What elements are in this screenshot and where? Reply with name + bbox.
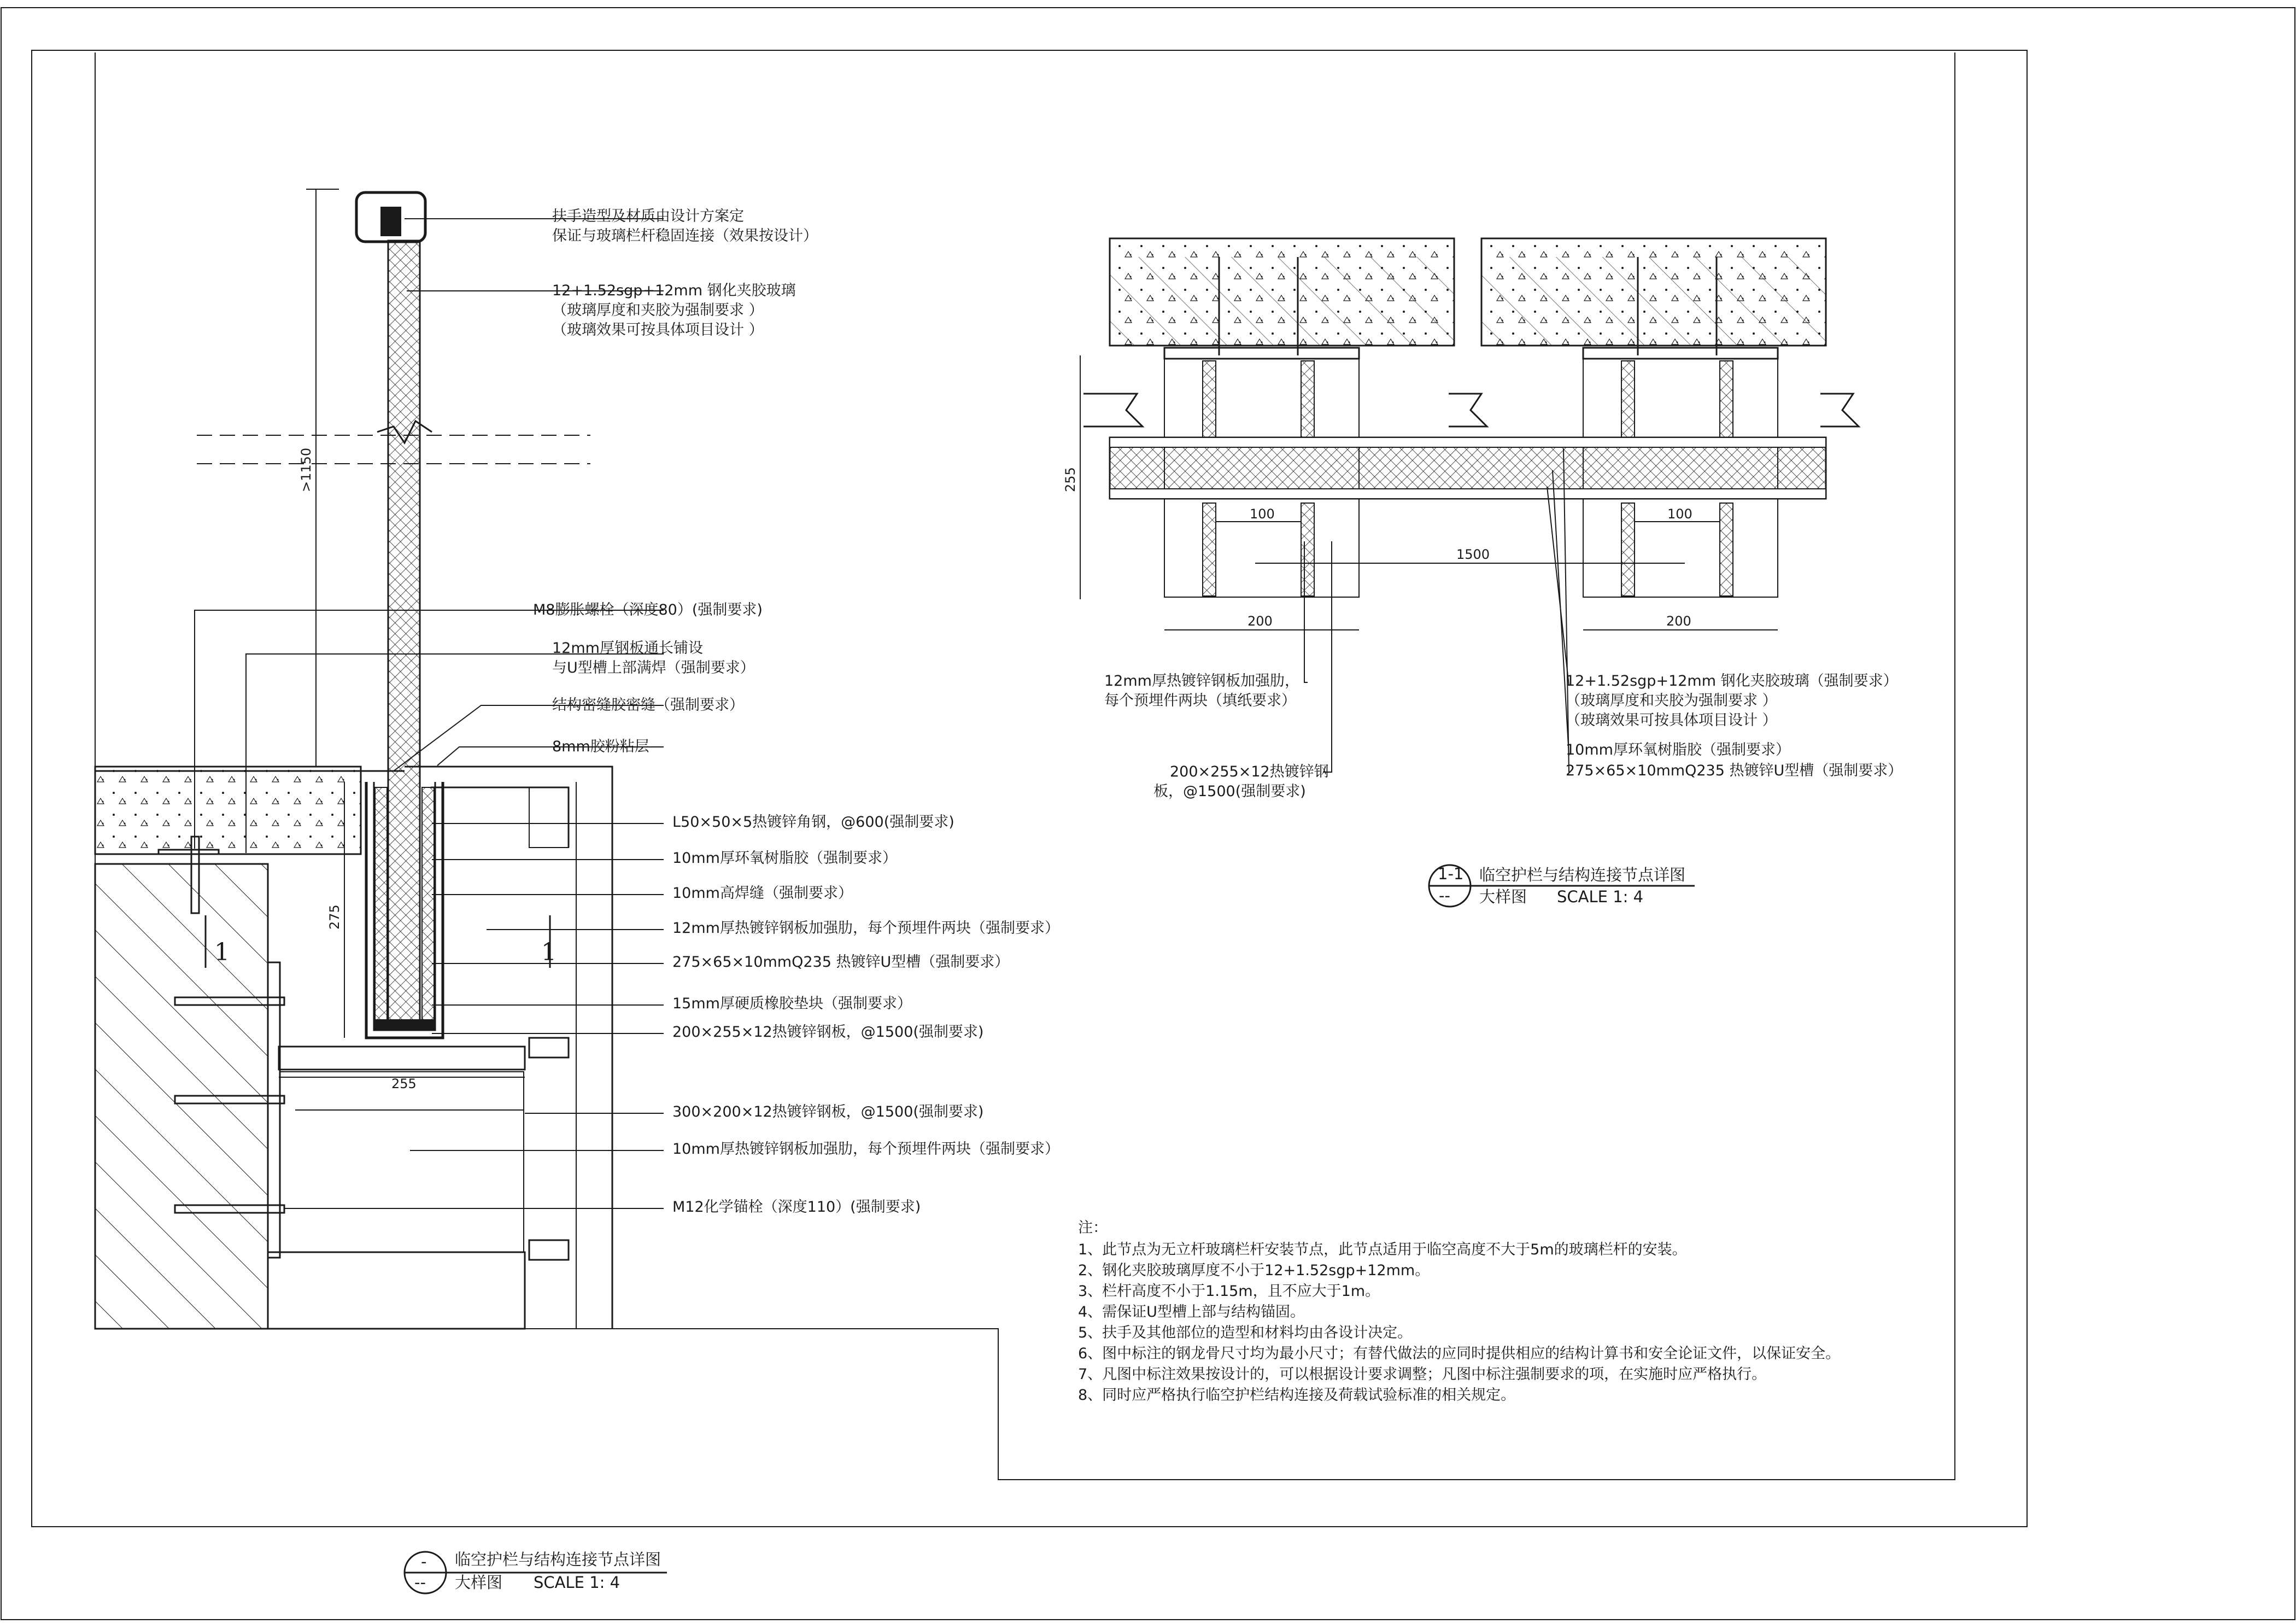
- label-steel-plate-1: 12mm厚钢板通长铺设: [552, 640, 703, 657]
- section-slab-hatch-right: [1481, 257, 1826, 346]
- label-u-channel: 275×65×10mmQ235 热镀锌U型槽（强制要求）: [672, 954, 1010, 971]
- label-handrail-1: 扶手造型及材质由设计方案定: [552, 208, 744, 225]
- label-glass-1: 12+1.52sgp+12mm 钢化夹胶玻璃: [552, 282, 796, 299]
- label-stiffener-10: 10mm厚热镀锌钢板加强肋，每个预埋件两块（强制要求）: [672, 1141, 1059, 1158]
- section-marker-left: 1: [214, 938, 230, 966]
- floor-slab-right: [443, 767, 612, 1329]
- label-angle-steel: L50×50×5热镀锌角钢，@600(强制要求): [672, 814, 954, 831]
- label-sealant: 结构密缝胶密缝（强制要求）: [552, 697, 744, 714]
- dim-200-right: 200: [1666, 614, 1691, 629]
- section-label-rib-1: 12mm厚热镀锌钢板加强肋，: [1104, 673, 1299, 690]
- dim-u-depth: 275: [327, 904, 342, 930]
- note-item: 6、图中标注的钢龙骨尺寸均为最小尺寸；有替代做法的应同时提供相应的结构计算书和安全论证文件，以保证安全。: [1078, 1345, 1841, 1362]
- label-epoxy: 10mm厚环氧树脂胶（强制要求）: [672, 850, 897, 867]
- section-label-plate-1: 200×255×12热镀锌钢: [1170, 763, 1329, 780]
- label-glass-2: （玻璃厚度和夹胶为强制要求 ）: [552, 302, 764, 319]
- section-marker-right: 1: [541, 938, 557, 966]
- main-detail: [95, 189, 1059, 1593]
- dim-255: 255: [1063, 467, 1078, 492]
- note-item: 5、扶手及其他部位的造型和材料均由各设计决定。: [1078, 1324, 1413, 1341]
- handrail-insert: [380, 207, 401, 236]
- dim-1500: 1500: [1456, 547, 1490, 562]
- label-m8-bolt: M8膨胀螺栓（深度80）(强制要求): [533, 601, 763, 618]
- bracket-lower: [529, 1240, 569, 1260]
- stiffener-rib: [280, 1072, 524, 1252]
- main-title-block: [405, 1550, 667, 1593]
- section-title-scale: SCALE 1: 4: [1557, 887, 1644, 906]
- dim-100-left: 100: [1250, 506, 1275, 522]
- label-steel-plate-2: 与U型槽上部满焊（强制要求）: [552, 659, 755, 676]
- section-title-name: 临空护栏与结构连接节点详图: [1479, 866, 1686, 884]
- main-title-scale: SCALE 1: 4: [534, 1573, 620, 1592]
- notes: [1078, 1219, 1840, 1404]
- dim-height: >1150: [298, 447, 314, 492]
- label-rubber-pad: 15mm厚硬质橡胶垫块（强制要求）: [672, 995, 912, 1012]
- section-label-plate-2: 板，@1500(强制要求): [1153, 783, 1306, 800]
- main-title-name: 临空护栏与结构连接节点详图: [455, 1550, 661, 1569]
- section-label-glass-1: 12+1.52sgp+12mm 钢化夹胶玻璃（强制要求）: [1566, 673, 1898, 690]
- note-item: 4、需保证U型槽上部与结构锚固。: [1078, 1304, 1305, 1321]
- section-break-mid: [1449, 394, 1487, 427]
- section-right-rib-d: [1720, 503, 1733, 596]
- section-slab-hatch-left: [1110, 257, 1454, 346]
- section-title-symbol-bottom: --: [1439, 886, 1450, 905]
- section-title-symbol-top: 1-1: [1438, 864, 1464, 883]
- label-m12-anchor: M12化学锚栓（深度110）(强制要求): [672, 1199, 921, 1216]
- bracket-upper: [529, 1038, 569, 1058]
- angle-l50: [431, 787, 569, 848]
- note-item: 7、凡图中标注效果按设计的，可以根据设计要求调整；凡图中标注强制要求的项，在实施时应严格执行。: [1078, 1366, 1767, 1383]
- section-right-rib-c: [1621, 503, 1635, 596]
- section-1-1: [1063, 238, 1902, 907]
- note-item: 3、栏杆高度不小于1.15m，且不应大于1m。: [1078, 1283, 1380, 1300]
- note-item: 1、此节点为无立杆玻璃栏杆安装节点，此节点适用于临空高度不大于5m的玻璃栏杆的安装。: [1078, 1241, 1687, 1258]
- label-handrail-2: 保证与玻璃栏杆稳固连接（效果按设计）: [552, 227, 818, 244]
- section-left-rib-c: [1203, 503, 1216, 596]
- section-u-channel-bottom: [1110, 489, 1826, 499]
- note-item: 8、同时应严格执行临空护栏结构连接及荷载试验标准的相关规定。: [1078, 1387, 1516, 1404]
- section-break-left: [1083, 394, 1143, 427]
- section-right-upper-plate: [1583, 348, 1778, 359]
- label-glass-3: （玻璃效果可按具体项目设计 ）: [552, 322, 764, 338]
- section-right-rib-a: [1621, 361, 1635, 437]
- section-break-right: [1820, 394, 1859, 427]
- section-u-channel-top: [1110, 437, 1826, 447]
- section-labels: [1104, 673, 1902, 800]
- main-title-sub: 大样图: [455, 1573, 503, 1592]
- section-left-rib-d: [1301, 503, 1314, 596]
- section-right-rib-b: [1720, 361, 1733, 437]
- label-stiffener-12: 12mm厚热镀锌钢板加强肋，每个预埋件两块（强制要求）: [672, 920, 1059, 937]
- section-label-epoxy: 10mm厚环氧树脂胶（强制要求）: [1566, 741, 1790, 758]
- dim-plate-width: 255: [391, 1076, 417, 1091]
- epoxy-fill-left: [375, 787, 387, 1028]
- note-item: 2、钢化夹胶玻璃厚度不小于12+1.52sgp+12mm。: [1078, 1262, 1430, 1279]
- main-title-symbol-bottom: --: [414, 1573, 426, 1592]
- section-label-rib-2: 每个预埋件两块（填纸要求）: [1104, 692, 1296, 709]
- section-title-block: [1429, 864, 1695, 907]
- section-title-sub: 大样图: [1479, 887, 1527, 906]
- label-plate-200: 200×255×12热镀锌钢板，@1500(强制要求): [672, 1024, 984, 1041]
- dim-200-left: 200: [1247, 614, 1273, 629]
- section-left-upper-plate: [1164, 348, 1359, 359]
- label-adhesive: 8mm胶粉粘层: [552, 738, 649, 755]
- section-label-glass-2: （玻璃厚度和夹胶为强制要求 ）: [1566, 692, 1777, 709]
- dim-100-right: 100: [1667, 506, 1692, 522]
- label-weld: 10mm高焊缝（强制要求）: [672, 885, 853, 902]
- floor-slab: [95, 767, 361, 854]
- label-plate-300: 300×200×12热镀锌钢板，@1500(强制要求): [672, 1103, 984, 1120]
- laminated-glass-panel: [388, 241, 420, 1023]
- bottom-flange: [268, 1252, 525, 1329]
- angle-l50-flange: [529, 787, 569, 848]
- section-left-rib-b: [1301, 361, 1314, 437]
- section-label-u-channel: 275×65×10mmQ235 热镀锌U型槽（强制要求）: [1566, 762, 1903, 779]
- notes-heading: 注：: [1078, 1219, 1108, 1236]
- base-plate-200x255: [279, 1047, 525, 1070]
- section-left-rib-a: [1203, 361, 1216, 437]
- main-title-symbol-top: -: [421, 1552, 427, 1571]
- section-label-glass-3: （玻璃效果可按具体项目设计 ）: [1566, 712, 1777, 729]
